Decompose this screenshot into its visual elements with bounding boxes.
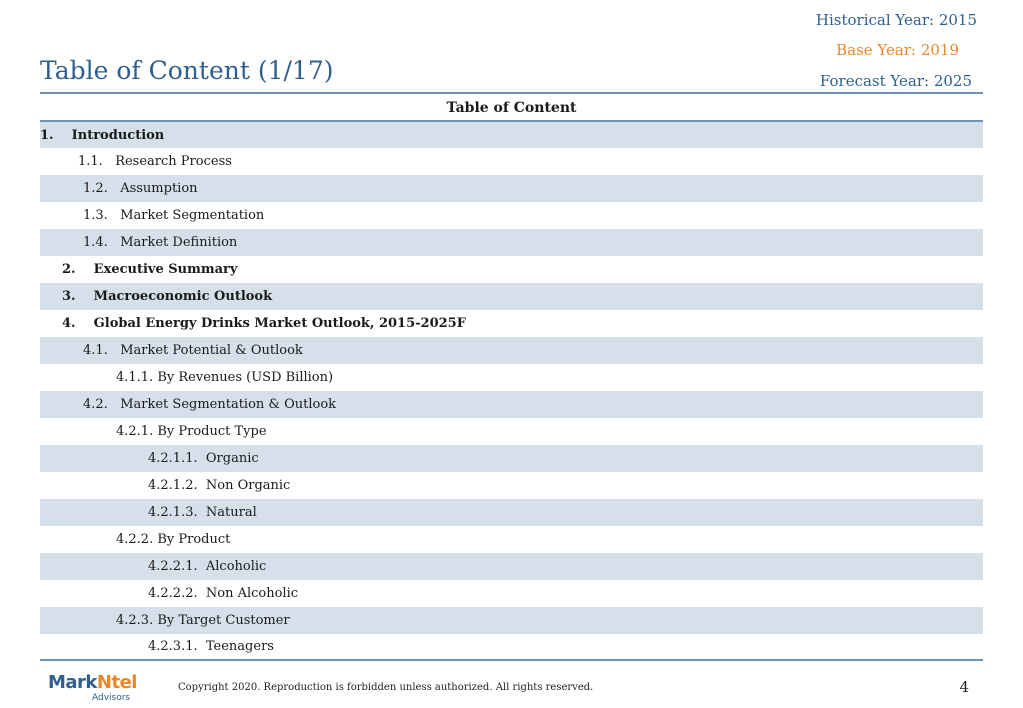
toc-entry: 1.2. Assumption — [40, 175, 983, 202]
toc-entry: 4.2.2.1. Alcoholic — [40, 553, 983, 580]
toc-row — [40, 148, 983, 175]
toc-row — [40, 391, 983, 418]
page-number: 4 — [959, 678, 969, 696]
logo-wordmark — [48, 672, 137, 693]
toc-row — [40, 364, 983, 391]
toc-entry: 3. Macroeconomic Outlook — [40, 283, 983, 310]
toc-entry: 1. Introduction — [40, 121, 983, 148]
toc-table — [40, 95, 983, 661]
header-divider — [40, 92, 983, 94]
toc-row — [40, 553, 983, 580]
toc-row — [40, 283, 983, 310]
forecast-year: Forecast Year: 2025 — [819, 72, 972, 90]
toc-entry: 4. Global Energy Drinks Market Outlook, 2015-2025F — [62, 316, 466, 331]
toc-entry: 1.1. Research Process — [78, 154, 232, 169]
toc-row — [40, 526, 983, 553]
marknetl-logo — [48, 672, 138, 702]
toc-entry: 4.2.3. By Target Customer — [40, 607, 983, 634]
toc-row — [40, 175, 983, 202]
toc-row — [40, 121, 983, 148]
base-year: Base Year: 2019 — [836, 41, 959, 59]
toc-row — [40, 229, 983, 256]
toc-row — [40, 202, 983, 229]
toc-row — [40, 580, 983, 607]
toc-entry: 4.1. Market Potential & Outlook — [40, 337, 983, 364]
copyright-notice: Copyright 2020. Reproduction is forbidden unless authorized. All rights reserved. — [178, 682, 594, 693]
toc-entry: 1.4. Market Definition — [40, 229, 983, 256]
toc-row — [40, 445, 983, 472]
toc-entry: 2. Executive Summary — [62, 262, 238, 277]
logo-part1: Mark — [48, 672, 97, 693]
historical-year: Historical Year: 2015 — [815, 11, 977, 29]
toc-entry: 4.2. Market Segmentation & Outlook — [40, 391, 983, 418]
toc-entry: 4.2.1.2. Non Organic — [148, 478, 291, 493]
toc-row — [40, 418, 983, 445]
toc-row — [40, 634, 983, 660]
toc-row — [40, 310, 983, 337]
toc-row — [40, 499, 983, 526]
toc-entry: 4.2.2. By Product — [116, 532, 231, 547]
toc-entry: 4.2.1.3. Natural — [40, 499, 983, 526]
logo-part2: Ntel — [96, 672, 137, 693]
toc-body — [40, 121, 983, 660]
toc-row — [40, 256, 983, 283]
toc-entry: 4.2.1.1. Organic — [40, 445, 983, 472]
toc-entry: 1.3. Market Segmentation — [83, 208, 265, 223]
toc-entry: 4.2.1. By Product Type — [116, 424, 267, 439]
page-title: Table of Content (1/17) — [40, 56, 334, 85]
toc-entry: 4.2.3.1. Teenagers — [40, 634, 983, 660]
toc-row — [40, 607, 983, 634]
logo-subtitle: Advisors — [92, 693, 131, 703]
toc-heading: Table of Content — [40, 95, 983, 121]
toc-row — [40, 337, 983, 364]
toc-header-row — [40, 95, 983, 121]
toc-entry: 4.1.1. By Revenues (USD Billion) — [116, 370, 334, 385]
toc-entry: 4.2.2.2. Non Alcoholic — [148, 586, 299, 601]
toc-row — [40, 472, 983, 499]
